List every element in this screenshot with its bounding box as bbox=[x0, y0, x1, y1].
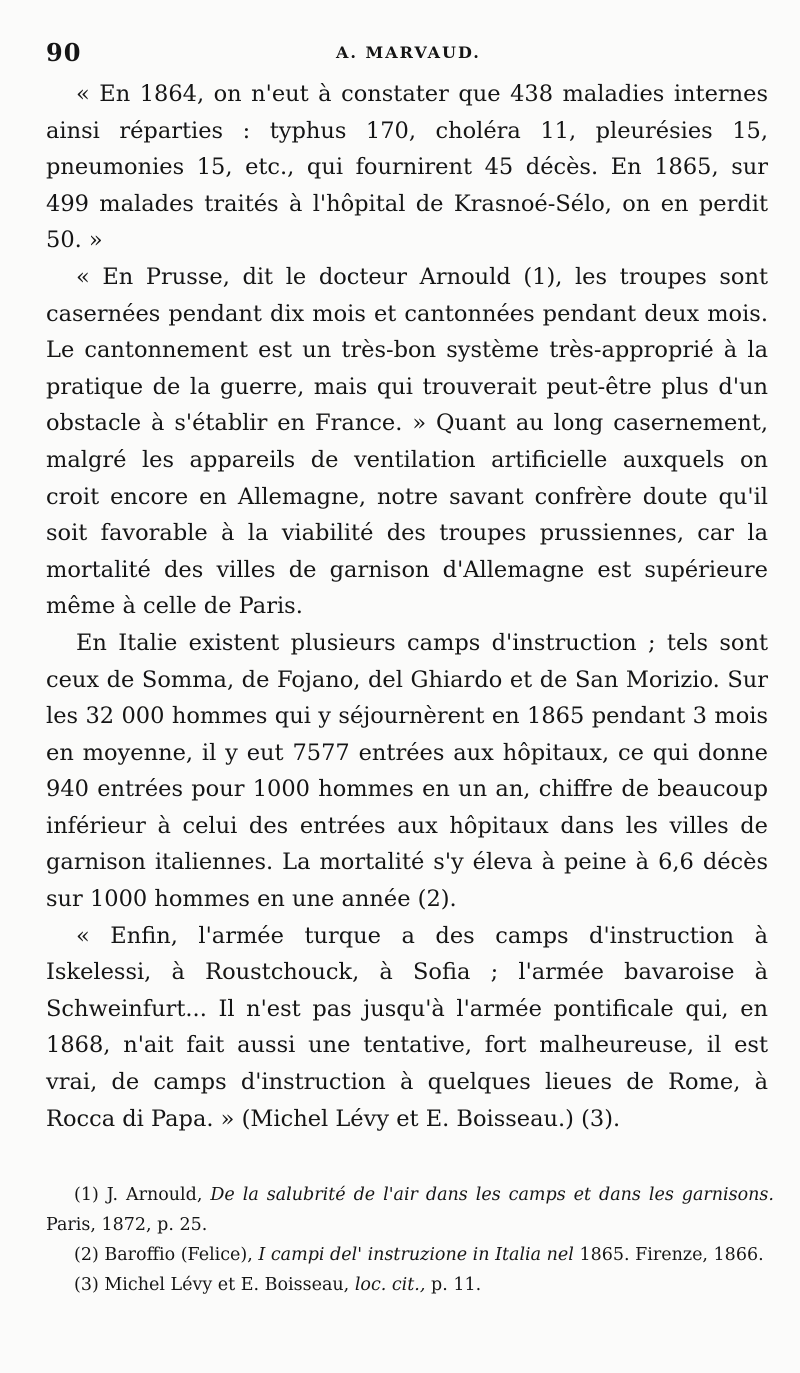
paragraph: « En Prusse, dit le docteur Arnould (1), les troupes sont casernées pendant dix mois et cantonnées pendant deux mois. Le cantonnement est un très-bon système très-approprié à la pratique de la guerre, mais qui trouverait peut-être plus d'un obstacle à s'établir en France. » Quant au long casernement, malgré les appareils de ventilation artificielle auxquels on croit encore en Allemagne, notre savant confrère doute qu'il soit favorable à la viabilité des troupes prussiennes, car la mortalité des villes de garnison d'Allemagne est supérieure même à celle de Paris. bbox=[46, 263, 768, 620]
footnote-number: (2) bbox=[74, 1245, 99, 1265]
paragraph: « En 1864, on n'eut à constater que 438 maladies internes ainsi réparties : typhus 170, choléra 11, pleurésies 15, pneumonies 15, etc., qui fournirent 45 décès. En 1865, sur 499 malades traités à l'hôpital de Krasnoé-Sélo, on en perdit 50. » bbox=[46, 81, 768, 254]
footnote-author: Baroffio (Felice), bbox=[104, 1245, 253, 1265]
footnote-rest: 1865. Firenze, 1866. bbox=[579, 1245, 764, 1265]
paragraph: En Italie existent plusieurs camps d'instruction ; tels sont ceux de Somma, de Fojano, del Ghiardo et de San Morizio. Sur les 32 000 hommes qui y séjournèrent en 1865 pendant 3 mois en moyenne, il y eut 7577 entrées aux hôpitaux, ce qui donne 940 entrées pour 1000 hommes en un an, chiffre de beaucoup inférieur à celui des entrées aux hôpitaux dans les villes de garnison italiennes. La mortalité s'y éleva à peine à 6,6 décès sur 1000 hommes en une année (2). bbox=[46, 629, 768, 913]
footnote-rest: p. 11. bbox=[431, 1275, 482, 1295]
footnote-author: J. Arnould, bbox=[106, 1185, 203, 1205]
footnote-title: De la salubrité de l'air dans les camps et dans les garnisons. bbox=[210, 1185, 774, 1205]
footnotes bbox=[46, 1180, 774, 1300]
body-text bbox=[46, 76, 768, 1137]
footnote bbox=[46, 1240, 774, 1270]
footnote bbox=[46, 1180, 774, 1240]
page-header bbox=[46, 38, 766, 68]
footnote bbox=[46, 1270, 774, 1300]
footnote-author: Michel Lévy et E. Boisseau, bbox=[104, 1275, 350, 1295]
page-number: 90 bbox=[46, 38, 82, 67]
footnote-title: loc. cit., bbox=[354, 1275, 426, 1295]
running-head: A. MARVAUD. bbox=[336, 43, 481, 62]
footnote-rest: Paris, 1872, p. 25. bbox=[46, 1215, 208, 1235]
footnote-title: I campi del' instruzione in Italia nel bbox=[258, 1245, 574, 1265]
footnote-number: (1) bbox=[74, 1185, 99, 1205]
paragraph: « Enfin, l'armée turque a des camps d'instruction à Iskelessi, à Roustchouck, à Sofia ; l'armée bavaroise à Schweinfurt... Il n'est pas jusqu'à l'armée pontificale qui, en 1868, n'ait fait aussi une tentative, fort malheureuse, il est vrai, de camps d'instruction à quelques lieues de Rome, à Rocca di Papa. » (Michel Lévy et E. Boisseau.) (3). bbox=[46, 922, 768, 1132]
footnote-number: (3) bbox=[74, 1275, 99, 1295]
